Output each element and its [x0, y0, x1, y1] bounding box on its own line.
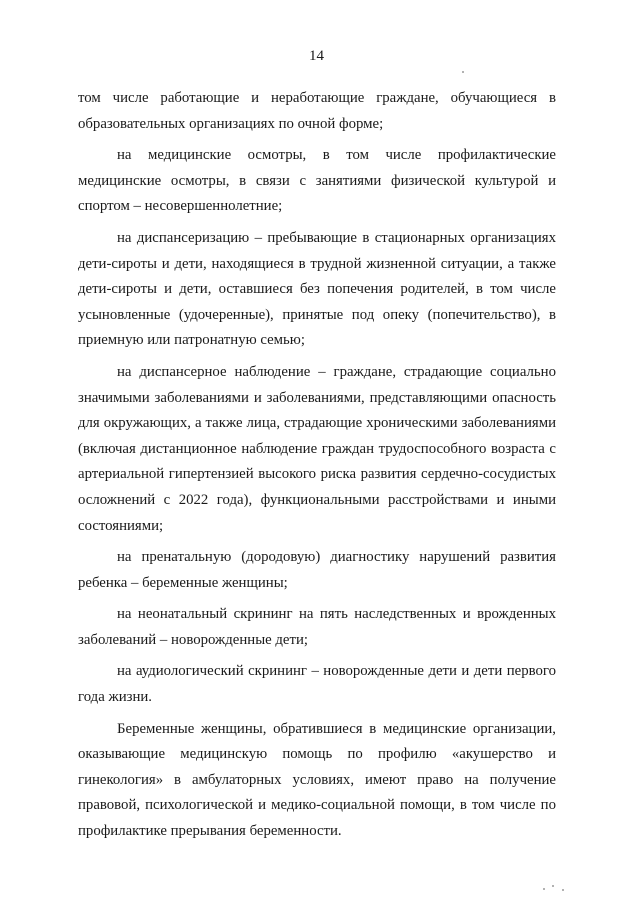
paragraph-8: Беременные женщины, обратившиеся в медицинские организации, оказывающие медицинскую помощь по профилю «акушерство и гинекология» в амбулаторных условиях, имеют право на получение правовой, психологической и медико-социальной помощи, в том числе по профилактике прерывания беременности.	[78, 720, 556, 840]
paragraph-3: на диспансеризацию – пребывающие в стационарных организациях дети-сироты и дети, находящиеся в трудной жизненной ситуации, а также дети-сироты и дети, оставшиеся без попечения родителей, в том числе усыновленные (удочеренные), принятые под опеку (попечительство), в приемную или патронатную семью;	[78, 229, 556, 349]
scan-speck	[552, 885, 554, 887]
scan-speck	[462, 71, 464, 73]
scan-speck	[562, 889, 564, 891]
scan-speck	[543, 888, 545, 890]
paragraph-1: том числе работающие и неработающие граждане, обучающиеся в образовательных организациях по очной форме;	[78, 90, 556, 132]
paragraph-7: на аудиологический скрининг – новорожденные дети и дети первого года жизни.	[78, 663, 556, 706]
paragraph-2: на медицинские осмотры, в том числе профилактические медицинские осмотры, в связи с занятиями физической культурой и спортом – несовершеннолетние;	[78, 147, 556, 215]
document-body	[78, 86, 556, 845]
paragraph-5: на пренатальную (дородовую) диагностику нарушений развития ребенка – беременные женщины;	[78, 549, 556, 591]
paragraph-4: на диспансерное наблюдение – граждане, страдающие социально значимыми заболеваниями и заболеваниями, представляющими опасность для окружающих, а также лица, страдающие хроническими заболеваниями (включая дистанционное наблюдение граждан трудоспособного возраста с артериальной гипертензией высокого риска развития сердечно-сосудистых осложнений с 2022 года), функциональными расстройствами и иными состояниями;	[78, 363, 556, 534]
paragraph-6: на неонатальный скрининг на пять наследственных и врожденных заболеваний – новорожденные дети;	[78, 606, 556, 648]
page-number: 14	[309, 48, 324, 64]
